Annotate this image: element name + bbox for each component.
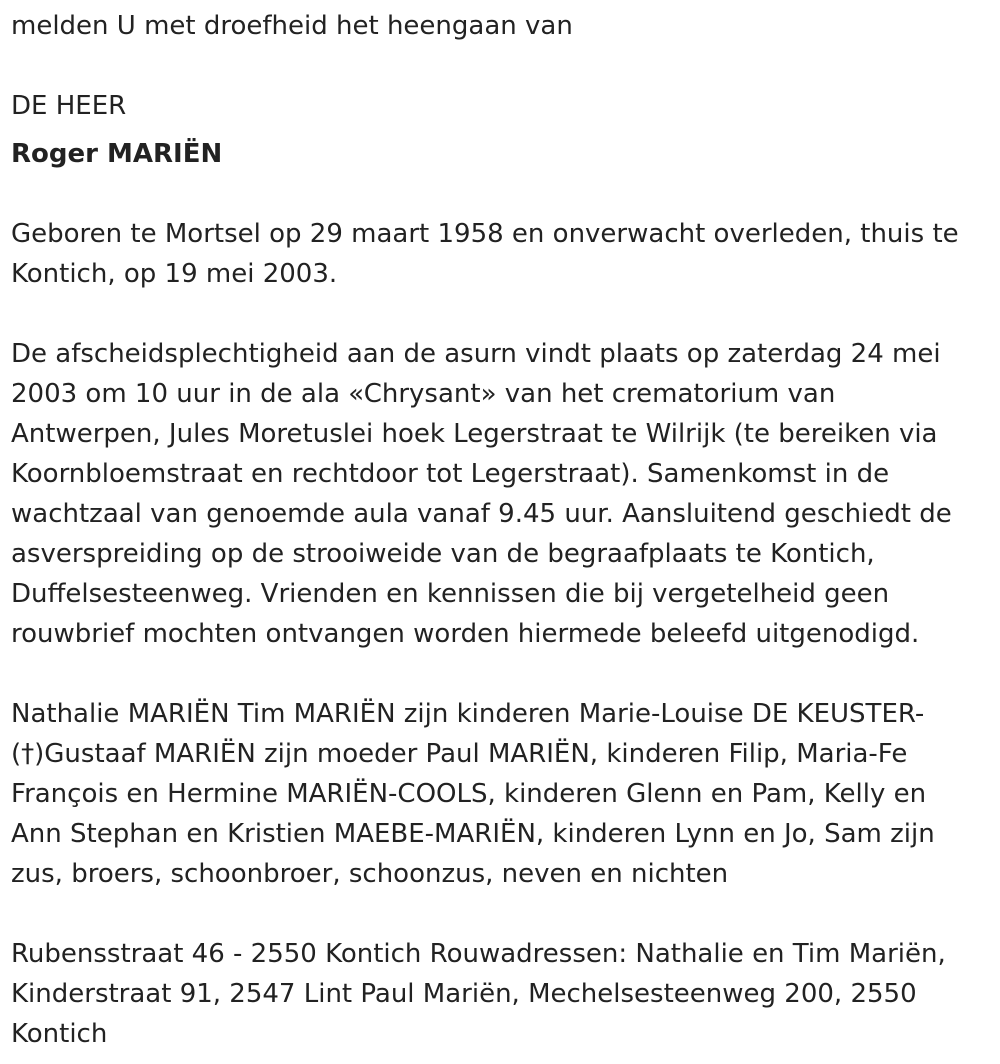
family-line: Ann Stephan en Kristien MAEBE-MARIËN, kinderen Lynn en Jo, Sam zijn [11,819,935,849]
address-line: Rubensstraat 46 - 2550 Kontich Rouwadressen: Nathalie en Tim Mariën, [11,939,946,969]
family-line: zus, broers, schoonbroer, schoonzus, neven en nichten [11,859,729,889]
spacer [11,46,996,86]
title-prefix: DE HEER [11,91,127,121]
birth-line: Kontich, op 19 mei 2003. [11,259,338,289]
ceremony-line: asverspreiding op de strooiweide van de begraafplaats te Kontich, [11,539,875,569]
address-line: Kinderstraat 91, 2547 Lint Paul Mariën, Mechelsesteenweg 200, 2550 [11,979,917,1009]
family-line: (†)Gustaaf MARIËN zijn moeder Paul MARIËN, kinderen Filip, Maria-Fe [11,739,908,769]
deceased-title [11,86,996,174]
birth-line: Geboren te Mortsel op 29 maart 1958 en onverwacht overleden, thuis te [11,219,959,249]
ceremony-line: rouwbrief mochten ontvangen worden hiermede beleefd uitgenodigd. [11,619,920,649]
ceremony-line: Antwerpen, Jules Moretuslei hoek Legerstraat te Wilrijk (te bereiken via [11,419,938,449]
ceremony-line: De afscheidsplechtigheid aan de asurn vindt plaats op zaterdag 24 mei [11,339,941,369]
intro-paragraph [11,6,996,46]
family-paragraph [11,694,996,894]
spacer [11,174,996,214]
address-paragraph [11,934,996,1054]
ceremony-line: 2003 om 10 uur in de ala «Chrysant» van het crematorium van [11,379,836,409]
address-line: Kontich [11,1019,108,1049]
spacer [11,894,996,934]
ceremony-line: Koornbloemstraat en rechtdoor tot Legerstraat). Samenkomst in de [11,459,890,489]
spacer [11,294,996,334]
death-notice-document [11,6,996,1054]
intro-text: melden U met droefheid het heengaan van [11,11,573,41]
spacer-small [11,126,996,134]
birth-paragraph [11,214,996,294]
family-line: Nathalie MARIËN Tim MARIËN zijn kinderen Marie-Louise DE KEUSTER- [11,699,925,729]
ceremony-line: wachtzaal van genoemde aula vanaf 9.45 uur. Aansluitend geschiedt de [11,499,952,529]
deceased-name: Roger MARIËN [11,139,223,169]
spacer [11,654,996,694]
ceremony-line: Duffelsesteenweg. Vrienden en kennissen die bij vergetelheid geen [11,579,890,609]
family-line: François en Hermine MARIËN-COOLS, kinderen Glenn en Pam, Kelly en [11,779,927,809]
ceremony-paragraph [11,334,996,654]
